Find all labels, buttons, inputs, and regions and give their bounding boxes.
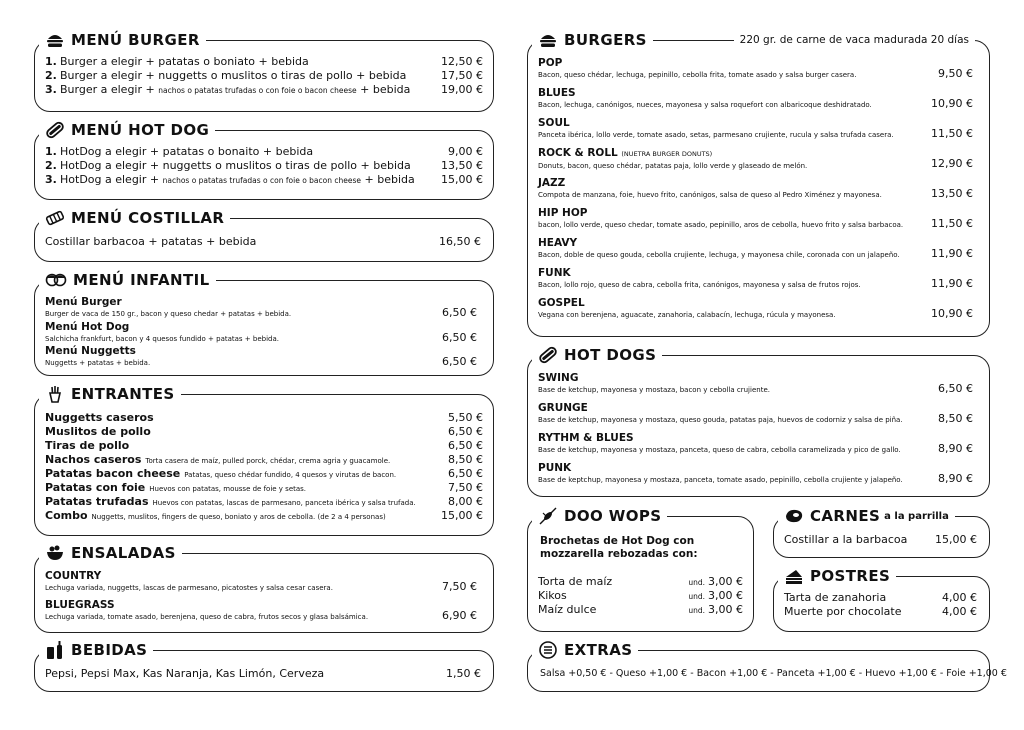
burger-item <box>538 297 979 320</box>
postres-section <box>773 567 990 632</box>
item-tag: (NUETRA BURGER DONUTS) <box>621 150 713 158</box>
bebidas-title: BEBIDAS <box>39 641 153 659</box>
item-number: 3. <box>45 83 57 96</box>
price: 6,50 € <box>442 331 477 344</box>
burgers-note: 220 gr. de carne de vaca madurada 20 días <box>734 34 975 46</box>
item-name: HEAVY <box>538 237 578 249</box>
item-name: GRUNGE <box>538 402 588 414</box>
item-desc: Base de ketchup, mayonesa y mostaza, queso gouda, patatas paja, huevos de codorniz y salsa de piña. <box>538 416 903 424</box>
item-name: Torta de maíz <box>538 575 613 588</box>
carnes-title: CARNES a la parrilla <box>778 507 955 525</box>
entrantes-title: ENTRANTES <box>39 385 181 403</box>
item-desc: Donuts, bacon, queso chédar, patatas paja, lollo verde y glaseado de melón. <box>538 162 808 170</box>
starter-row <box>45 411 483 425</box>
doowops-intro: Brochetas de Hot Dog con mozzarella rebozadas con: <box>540 535 698 560</box>
combo-options: nachos o patatas trufadas o con foie o bacon cheese <box>162 176 361 185</box>
burger-item <box>538 57 979 80</box>
extras-list: Salsa +0,50 € - Queso +1,00 € - Bacon +1,00 € - Panceta +1,00 € - Huevo +1,00 € - Foie +1,00 € <box>540 668 1007 679</box>
price: 3,00 € <box>708 589 743 602</box>
item-name: Menú Hot Dog <box>45 321 130 333</box>
extras-section <box>527 641 1007 692</box>
item-name: RYTHM & BLUES <box>538 432 634 444</box>
combo-text: HotDog a elegir + <box>60 173 163 186</box>
item-desc: Patatas, queso chédar fundido, 4 quesos y virutas de bacon. <box>184 471 397 479</box>
item-name: Combo <box>45 509 88 522</box>
burger-item <box>538 117 979 140</box>
price: 6,50 € <box>938 382 973 395</box>
doowops-section <box>527 507 754 632</box>
menu-costillar-title: MENÚ COSTILLAR <box>39 209 230 227</box>
item-number: 2. <box>45 159 57 172</box>
item-desc: Torta casera de maíz, pulled porck, chédar, crema agria y guacamole. <box>145 457 391 465</box>
hotdogs-section <box>527 346 990 497</box>
combo-text: HotDog a elegir + nuggetts o muslitos o tiras de pollo + bebida <box>60 159 411 172</box>
price: 11,50 € <box>931 127 973 140</box>
ensaladas-section <box>34 544 494 633</box>
price: 9,50 € <box>938 67 973 80</box>
price: 6,50 € <box>448 425 483 438</box>
price: 8,50 € <box>938 412 973 425</box>
combo-text: Burger a elegir + <box>60 83 159 96</box>
price: 15,00 € <box>441 173 483 186</box>
item-name: Patatas bacon cheese <box>45 467 181 480</box>
burger-item <box>538 207 979 230</box>
item-name: SWING <box>538 372 579 384</box>
starter-row <box>45 495 483 509</box>
burgers-section <box>527 31 990 337</box>
price: 12,90 € <box>931 157 973 170</box>
item-name: Tarta de zanahoria <box>784 591 887 604</box>
doowops-title: DOO WOPS <box>532 507 667 525</box>
item-name: Nuggetts caseros <box>45 411 154 424</box>
price: 6,90 € <box>442 609 477 622</box>
price: 10,90 € <box>931 307 973 320</box>
item-number: 3. <box>45 173 57 186</box>
unit-label: und. <box>688 578 705 587</box>
burger-item <box>538 87 979 110</box>
item-desc: Lechuga variada, tomate asado, berenjena, queso de cabra, frutos secos y glasa balsámica. <box>45 613 369 621</box>
item-number: 1. <box>45 55 57 68</box>
item-name: ROCK & ROLL <box>538 147 618 159</box>
item-name: Maíz dulce <box>538 603 597 616</box>
drinks-list: Pepsi, Pepsi Max, Kas Naranja, Kas Limón, Cerveza <box>45 667 325 680</box>
item-name: HIP HOP <box>538 207 588 219</box>
item-number: 1. <box>45 145 57 158</box>
item-desc: Base de keptchup, mayonesa y mostaza, panceta, tomate asado, pepinillo, cebolla crujiente y jalapeño. <box>538 476 903 484</box>
price: 11,90 € <box>931 247 973 260</box>
item-desc: Nuggetts + patatas + bebida. <box>45 359 151 367</box>
price: 8,90 € <box>938 442 973 455</box>
price: 8,90 € <box>938 472 973 485</box>
price: 1,50 € <box>446 667 481 680</box>
price: 11,90 € <box>931 277 973 290</box>
combo-tail: + bebida <box>356 83 411 96</box>
item-name: Nachos caseros <box>45 453 142 466</box>
item-desc: Base de ketchup, mayonesa y mostaza, bacon y cebolla crujiente. <box>538 386 770 394</box>
starter-row <box>45 481 483 495</box>
price: 7,50 € <box>442 580 477 593</box>
menu-infantil-section <box>34 271 494 376</box>
item-name: Muerte por chocolate <box>784 605 902 618</box>
item-name: COUNTRY <box>45 570 102 582</box>
price: 8,50 € <box>448 453 483 466</box>
item-name: Kikos <box>538 589 567 602</box>
hotdog-item <box>538 402 979 425</box>
hotdogs-title: HOT DOGS <box>532 346 662 364</box>
item-desc: Huevos con patatas, mousse de foie y setas. <box>149 485 307 493</box>
hotdog-item <box>538 372 979 395</box>
item-desc: Bacon, lechuga, canónigos, nueces, mayonesa y salsa roquefort con albaricoque deshidratado. <box>538 101 872 109</box>
price: 6,50 € <box>442 306 477 319</box>
price: 10,90 € <box>931 97 973 110</box>
item-name: Menú Burger <box>45 296 122 308</box>
menu-infantil-title: MENÚ INFANTIL <box>39 271 216 289</box>
item-name: Costillar a la barbacoa <box>784 533 908 546</box>
item-desc: Lechuga variada, nuggetts, lascas de parmesano, picatostes y salsa cesar casera. <box>45 584 333 592</box>
hotdog-item <box>538 462 979 485</box>
item-desc: bacon, lollo verde, queso chedar, tomate asado, pepinillo, aros de cebolla, huevo frito y salsa barbacoa. <box>538 221 904 229</box>
list-icon <box>538 641 558 659</box>
kids-menu-item <box>45 321 483 344</box>
hotdog-icon <box>538 346 558 364</box>
burger-icon <box>45 31 65 49</box>
item-number: 2. <box>45 69 57 82</box>
item-desc: Compota de manzana, foie, huevo frito, canónigos, salsa de queso al Pedro Ximénez y mayonesa. <box>538 191 882 199</box>
item-desc: Vegana con berenjena, aguacate, zanahoria, calabacín, lechuga, rúcula y mayonesa. <box>538 311 836 319</box>
starter-row <box>45 509 483 523</box>
menu-burger-title: MENÚ BURGER <box>39 31 206 49</box>
kids-menu-item <box>45 296 483 319</box>
price: 6,50 € <box>448 467 483 480</box>
price: 13,50 € <box>441 159 483 172</box>
item-desc: Bacon, queso chédar, lechuga, pepinillo, cebolla frita, tomate asado y salsa burger casera. <box>538 71 857 79</box>
combo-text: Burger a elegir + nuggetts o muslitos o tiras de pollo + bebida <box>60 69 407 82</box>
item-name: FUNK <box>538 267 571 279</box>
postres-title: POSTRES <box>778 567 896 585</box>
item-name: Menú Nuggetts <box>45 345 136 357</box>
price: 17,50 € <box>441 69 483 82</box>
menu-costillar-section <box>34 209 494 262</box>
combo-text: Costillar barbacoa + patatas + bebida <box>45 235 257 248</box>
menu-hotdog-title: MENÚ HOT DOG <box>39 121 215 139</box>
item-name: Patatas con foie <box>45 481 146 494</box>
item-desc: Burger de vaca de 150 gr., bacon y queso chedar + patatas + bebida. <box>45 310 292 318</box>
kids-faces-icon <box>45 271 67 289</box>
price: 3,00 € <box>708 603 743 616</box>
ensaladas-title: ENSALADAS <box>39 544 182 562</box>
starter-row <box>45 425 483 439</box>
salad-bowl-icon <box>45 544 65 562</box>
price: 13,50 € <box>931 187 973 200</box>
item-name: Patatas trufadas <box>45 495 149 508</box>
carnes-section <box>773 507 990 558</box>
carnes-subtitle: a la parrilla <box>884 510 949 522</box>
starter-row <box>45 453 483 467</box>
item-name: BLUES <box>538 87 576 99</box>
price: 3,00 € <box>708 575 743 588</box>
item-desc: Panceta ibérica, lollo verde, tomate asado, setas, parmesano crujiente, rucula y salsa trufada casera. <box>538 131 894 139</box>
price: 4,00 € <box>942 591 977 604</box>
steak-icon <box>784 507 804 525</box>
item-desc: Huevos con patatas, lascas de parmesano, panceta ibérica y salsa trufada. <box>152 499 416 507</box>
price: 15,00 € <box>935 533 977 546</box>
starter-row <box>45 467 483 481</box>
burger-item <box>538 267 979 290</box>
starter-row <box>45 439 483 453</box>
price: 4,00 € <box>942 605 977 618</box>
burger-item <box>538 147 979 171</box>
kids-menu-item <box>45 345 483 368</box>
cake-icon <box>784 567 804 585</box>
fries-icon <box>45 385 65 403</box>
price: 8,00 € <box>448 495 483 508</box>
burger-item <box>538 237 979 260</box>
price: 6,50 € <box>442 355 477 368</box>
price: 16,50 € <box>439 235 481 248</box>
hotdog-icon <box>45 121 65 139</box>
item-name: GOSPEL <box>538 297 585 309</box>
price: 7,50 € <box>448 481 483 494</box>
price: 6,50 € <box>448 439 483 452</box>
burgers-title: BURGERS <box>532 31 653 49</box>
burger-icon <box>538 31 558 49</box>
item-desc: Bacon, doble de queso gouda, cebolla crujiente, lechuga, y mayonesa chile, coronada con un jalapeño. <box>538 251 900 259</box>
salad-item <box>45 570 483 593</box>
ribs-icon <box>45 209 65 227</box>
unit-label: und. <box>688 606 705 615</box>
burger-item <box>538 177 979 200</box>
item-name: Muslitos de pollo <box>45 425 151 438</box>
hotdog-item <box>538 432 979 455</box>
price: 15,00 € <box>441 509 483 522</box>
bebidas-section <box>34 641 494 692</box>
combo-text: Burger a elegir + patatas o boniato + bebida <box>60 55 309 68</box>
entrantes-section <box>34 385 494 536</box>
menu-burger-section <box>34 31 494 112</box>
price: 11,50 € <box>931 217 973 230</box>
item-name: BLUEGRASS <box>45 599 115 611</box>
item-desc: Nuggetts, muslitos, fingers de queso, boniato y aros de cebolla. (de 2 a 4 personas) <box>91 513 386 521</box>
price: 12,50 € <box>441 55 483 68</box>
unit-label: und. <box>688 592 705 601</box>
price: 9,00 € <box>448 145 483 158</box>
skewer-icon <box>538 507 558 525</box>
item-name: POP <box>538 57 563 69</box>
price: 5,50 € <box>448 411 483 424</box>
combo-options: nachos o patatas trufadas o con foie o bacon cheese <box>158 86 357 95</box>
drinks-icon <box>45 641 65 659</box>
combo-tail: + bebida <box>361 173 415 186</box>
item-desc: Salchicha frankfurt, bacon y 4 quesos fundido + patatas + bebida. <box>45 335 279 343</box>
combo-text: HotDog a elegir + patatas o bonaito + bebida <box>60 145 314 158</box>
salad-item <box>45 599 483 622</box>
menu-hotdog-section <box>34 121 494 200</box>
extras-title: EXTRAS <box>532 641 638 659</box>
item-name: Tiras de pollo <box>45 439 130 452</box>
item-desc: Base de ketchup, mayonesa y mostaza, panceta, queso de cabra, cebolla caramelizada y pico de gallo. <box>538 446 901 454</box>
item-name: SOUL <box>538 117 570 129</box>
item-name: JAZZ <box>538 177 566 189</box>
item-name: PUNK <box>538 462 572 474</box>
price: 19,00 € <box>441 83 483 96</box>
item-desc: Bacon, lollo rojo, queso de cabra, cebolla frita, canónigos, mayonesa y salsa de frutos rojos. <box>538 281 861 289</box>
